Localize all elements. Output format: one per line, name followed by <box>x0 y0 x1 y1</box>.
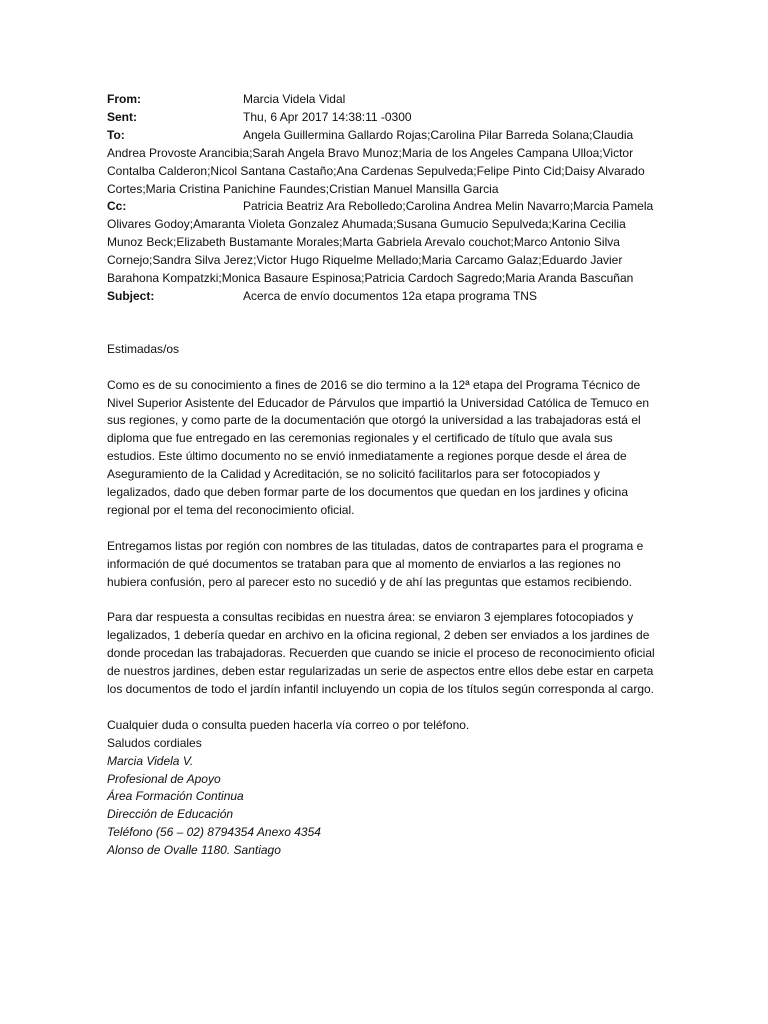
body-paragraph-3: Para dar respuesta a consultas recibidas en nuestra área: se enviaron 3 ejemplares fotocopiados y legalizados, 1 debería quedar en archivo en la oficina regional, 2 deben ser enviados a los jardines de donde procedan las trabajadoras. Recuerden que cuando se inicie el proceso de reconocimiento oficial de nuestros jardines, deben estar regularizadas un serie de aspectos entre ellos debe estar en carpeta los documentos de todo el jardín infantil incluyendo un copia de los títulos según corresponda al cargo. <box>107 610 655 697</box>
cc-label: Cc: <box>107 199 127 214</box>
body-paragraph-1: Como es de su conocimiento a fines de 2016 se dio termino a la 12ª etapa del Programa Técnico de Nivel Superior Asistente del Educador de Párvulos que impartió la Universidad Católica de Temuco en sus regiones, y como parte de la documentación que otorgó la universidad a las trabajadoras está el diploma que fue entregado en las ceremonias regionales y el certificado de título que avala sus estudios. Este último documento no se envió inmediatamente a regiones porque desde el área de Aseguramiento de la Calidad y Acreditación, se no solicitó facilitarlos para ser fotocopiados y legalizados, dado que deben formar parte de los documentos que quedan en los jardines y oficina regional por el tema del reconocimiento oficial. <box>107 377 650 518</box>
sent-row <box>107 109 662 127</box>
from-value: Marcia Videla Vidal <box>243 92 346 106</box>
subject-value: Acerca de envío documentos 12a etapa programa TNS <box>243 288 537 303</box>
greeting: Estimadas/os <box>107 341 180 356</box>
cc-row <box>107 198 662 288</box>
closing-line: Cualquier duda o consulta pueden hacerla vía correo o por teléfono. <box>107 717 470 732</box>
from-label: From: <box>107 92 141 106</box>
signature-block <box>107 753 662 860</box>
subject-label: Subject: <box>107 288 155 303</box>
signature-division: Dirección de Educación <box>107 807 234 822</box>
subject-row <box>107 288 662 306</box>
signature-role: Profesional de Apoyo <box>107 771 221 786</box>
from-row <box>107 91 662 109</box>
to-row <box>107 127 662 199</box>
signature-address: Alonso de Ovalle 1180. Santiago <box>107 843 281 858</box>
salutation: Saludos cordiales <box>107 735 202 750</box>
to-value: Angela Guillermina Gallardo Rojas;Carolina Pilar Barreda Solana;Claudia Andrea Provoste Arancibia;Sarah Angela Bravo Munoz;Maria de los Angeles Campana Ulloa;Victor Contalba Calderon;Nicol Santana Castaño;Ana Cardenas Sepulveda;Felipe Pinto Cid;Daisy Alvarado Cortes;Maria Cristina Panichine Faundes;Cristian Manuel Mansilla Garcia <box>107 127 645 196</box>
sent-label: Sent: <box>107 109 137 124</box>
signature-area: Área Formación Continua <box>107 789 244 804</box>
signature-phone: Teléfono (56 – 02) 8794354 Anexo 4354 <box>107 825 321 840</box>
signature-name: Marcia Videla V. <box>107 753 194 768</box>
body-paragraph-2: Entregamos listas por región con nombres de las tituladas, datos de contrapartes para el programa e información de qué documentos se trataban para que al momento de enviarlos a las regiones no hubiera confusión, pero al parecer esto no sucedió y de ahí las preguntas que estamos recibiendo. <box>107 538 644 589</box>
cc-value: Patricia Beatriz Ara Rebolledo;Carolina Andrea Melin Navarro;Marcia Pamela Olivares Godoy;Amaranta Violeta Gonzalez Ahumada;Susana Gumucio Sepulveda;Karina Cecilia Munoz Beck;Elizabeth Bustamante Morales;Marta Gabriela Arevalo couchot;Marco Antonio Silva Cornejo;Sandra Silva Jerez;Victor Hugo Riquelme Mellado;Maria Carcamo Galaz;Eduardo Javier Barahona Kompatzki;Monica Basaure Espinosa;Patricia Cardoch Sagredo;Maria Aranda Bascuñan <box>107 199 654 286</box>
email-content <box>107 91 662 860</box>
to-label: To: <box>107 127 125 142</box>
sent-value: Thu, 6 Apr 2017 14:38:11 -0300 <box>243 109 412 124</box>
